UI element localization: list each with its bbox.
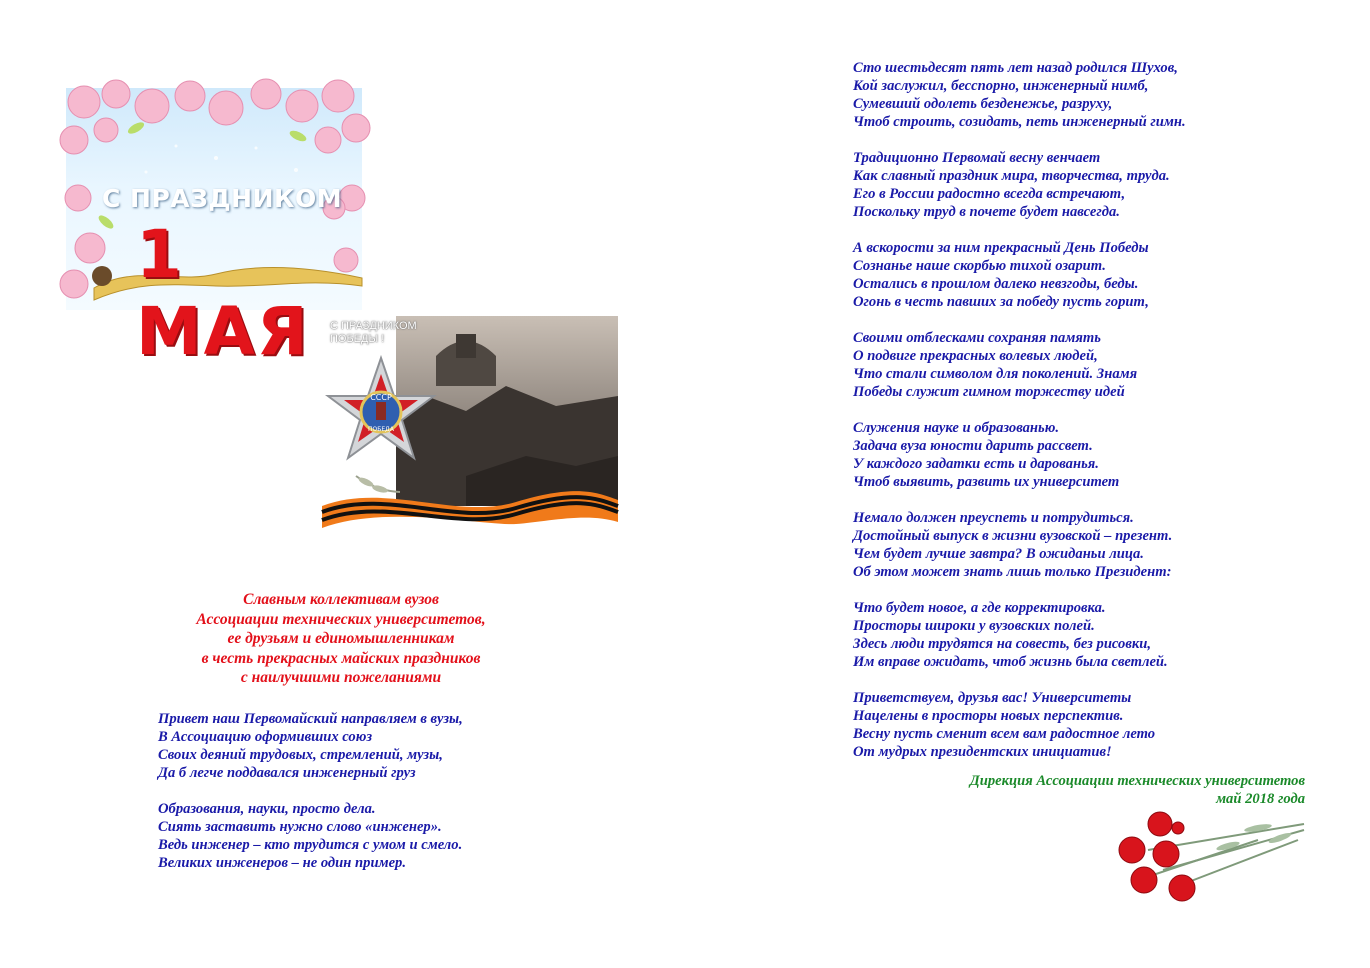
dedication-heading xyxy=(140,590,542,688)
poem-line: Его в России радостно всегда встречают, xyxy=(853,186,1126,202)
poem-stanza xyxy=(853,149,1186,221)
poem-line: Чтоб выявить, развить их университет xyxy=(853,474,1120,490)
dedication-line: Славным коллективам вузов xyxy=(243,591,439,608)
poem-line: Что будет новое, а где корректировка. xyxy=(853,600,1106,616)
poem-stanza xyxy=(853,239,1186,311)
poem-line: Чем будет лучше завтра? В ожиданьи лица. xyxy=(853,546,1144,562)
poem-stanza xyxy=(853,689,1186,761)
poem-left-column xyxy=(158,710,463,890)
poem-line: Им вправе ожидать, чтоб жизнь была светлей. xyxy=(853,654,1168,670)
poem-line: Достойный выпуск в жизни вузовской – презент. xyxy=(853,528,1173,544)
poem-line: Как славный праздник мира, творчества, труда. xyxy=(853,168,1170,184)
st-george-ribbon-icon xyxy=(316,316,618,532)
victory-card-title xyxy=(330,320,417,346)
carnations-icon xyxy=(1108,810,1308,910)
dedication-line: с наилучшими пожеланиями xyxy=(240,669,442,686)
poem-line: Приветствуем, друзья вас! Университеты xyxy=(853,690,1132,706)
poem-line: Сиять заставить нужно слово «инженер». xyxy=(158,819,442,835)
poem-line: Что стали символом для поколений. Знамя xyxy=(853,366,1138,382)
poem-line: Весну пусть сменит всем вам радостное лето xyxy=(853,726,1156,742)
poem-stanza xyxy=(853,419,1186,491)
may-card-title: С ПРАЗДНИКОМ xyxy=(102,184,343,213)
poem-line: А вскорости за ним прекрасный День Победы xyxy=(853,240,1149,256)
poem-line: В Ассоциацию оформивших союз xyxy=(158,729,373,745)
poem-line: Об этом может знать лишь только Президент: xyxy=(853,564,1172,580)
signature-organization: Дирекция Ассоциации технических университетов xyxy=(969,773,1305,789)
poem-line: У каждого задатки есть и дарованья. xyxy=(853,456,1099,472)
poem-line: Своими отблесками сохраняя память xyxy=(853,330,1101,346)
dedication-line: Ассоциации технических университетов, xyxy=(196,610,486,628)
poem-line: Огонь в честь павших за победу пусть горит, xyxy=(853,294,1149,310)
poem-stanza xyxy=(853,509,1186,581)
signature-date: май 2018 года xyxy=(1216,791,1305,807)
poem-stanza xyxy=(853,329,1186,401)
poem-line: Просторы широки у вузовских полей. xyxy=(853,618,1095,634)
poem-line: Чтоб строить, созидать, петь инженерный гимн. xyxy=(853,114,1186,130)
poem-line: Поскольку труд в почете будет навсегда. xyxy=(853,204,1120,220)
medal-bottom-text: ПОБЕДА xyxy=(368,426,394,433)
poem-stanza xyxy=(158,710,463,782)
poem-line: Ведь инженер – кто трудится с умом и смело. xyxy=(158,837,463,853)
poem-stanza xyxy=(158,800,463,872)
poem-stanza xyxy=(853,59,1186,131)
poem-line: Да б легче поддавался инженерный груз xyxy=(158,765,416,781)
poem-line: Своих деяний трудовых, стремлений, музы, xyxy=(158,747,443,763)
victory-card-title-line2: ПОБЕДЫ ! xyxy=(330,333,385,345)
poem-line: Остались в прошлом далеко невзгоды, беды. xyxy=(853,276,1139,292)
poem-right-column xyxy=(853,59,1186,779)
poem-line: Задача вуза юности дарить рассвет. xyxy=(853,438,1093,454)
poem-line: Победы служит гимном торжеству идей xyxy=(853,384,1125,400)
poem-line: Сумевший одолеть безденежье, разруху, xyxy=(853,96,1113,112)
signature-block xyxy=(970,772,1305,808)
dedication-line: ее друзьям и единомышленникам xyxy=(227,630,455,647)
poem-line: Традиционно Первомай весну венчает xyxy=(853,150,1101,166)
poem-line: От мудрых президентских инициатив! xyxy=(853,744,1112,760)
poem-line: Сознанье наше скорбью тихой озарит. xyxy=(853,258,1106,274)
medal-top-text: СССР xyxy=(370,393,392,402)
poem-line: Немало должен преуспеть и потрудиться. xyxy=(853,510,1134,526)
may-card-date: 1 МАЯ xyxy=(136,216,310,370)
poem-line: Нацелены в просторы новых перспектив. xyxy=(853,708,1124,724)
poem-line: Привет наш Первомайский направляем в вузы, xyxy=(158,711,463,727)
poem-line: Служения науке и образованью. xyxy=(853,420,1060,436)
poem-line: Образования, науки, просто дела. xyxy=(158,801,376,817)
victory-card-title-line1: С ПРАЗДНИКОМ xyxy=(330,320,417,332)
poem-line: Здесь люди трудятся на совесть, без рисовки, xyxy=(853,636,1152,652)
poem-line: Сто шестьдесят пять лет назад родился Шухов, xyxy=(853,60,1178,76)
dedication-line: в честь прекрасных майских праздников xyxy=(201,649,481,667)
poem-line: Кой заслужил, бесспорно, инженерный нимб, xyxy=(853,78,1149,94)
poem-line: Великих инженеров – не один пример. xyxy=(158,855,406,871)
poem-line: О подвиге прекрасных волевых людей, xyxy=(853,348,1098,364)
poem-stanza xyxy=(853,599,1186,671)
victory-day-card xyxy=(316,316,618,532)
